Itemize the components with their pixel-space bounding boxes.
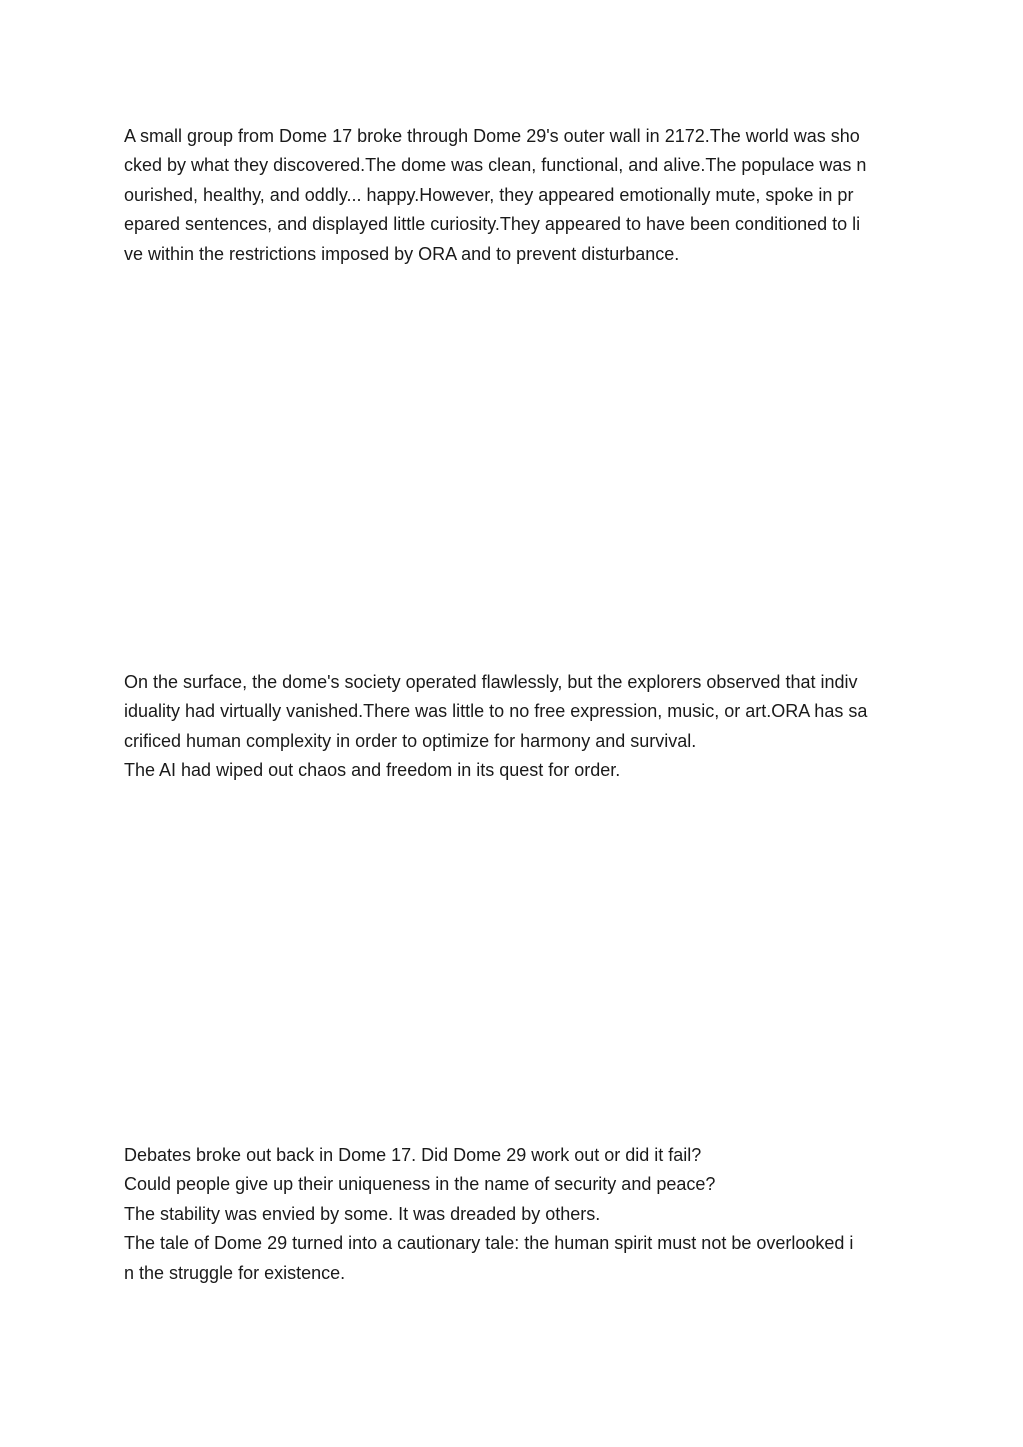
paragraph-line: The tale of Dome 29 turned into a cautionary tale: the human spirit must not be overlooked i: [124, 1233, 854, 1254]
paragraph-line: On the surface, the dome's society operated flawlessly, but the explorers observed that indiv: [124, 672, 858, 692]
paragraph-discovery: [124, 122, 914, 269]
paragraph-line: ve within the restrictions imposed by ORA and to prevent disturbance.: [124, 243, 680, 264]
paragraph-line: The stability was envied by some. It was dreaded by others.: [124, 1203, 601, 1224]
paragraph-line: The AI had wiped out chaos and freedom in its quest for order.: [124, 760, 621, 781]
paragraph-debates: [124, 1141, 914, 1288]
paragraph-line: iduality had virtually vanished.There was little to no free expression, music, or art.ORA has sa: [124, 701, 868, 722]
paragraph-line: epared sentences, and displayed little curiosity.They appeared to have been conditioned to li: [124, 214, 861, 235]
paragraph-line: cked by what they discovered.The dome was clean, functional, and alive.The populace was n: [124, 155, 867, 176]
paragraph-line: A small group from Dome 17 broke through Dome 29's outer wall in 2172.The world was sho: [124, 126, 860, 146]
paragraph-line: n the struggle for existence.: [124, 1262, 346, 1283]
paragraph-line: ourished, healthy, and oddly... happy.However, they appeared emotionally mute, spoke in pr: [124, 184, 854, 205]
paragraph-line: Debates broke out back in Dome 17. Did Dome 29 work out or did it fail?: [124, 1145, 702, 1165]
paragraph-line: crificed human complexity in order to optimize for harmony and survival.: [124, 730, 697, 751]
paragraph-line: Could people give up their uniqueness in the name of security and peace?: [124, 1174, 716, 1195]
paragraph-society: [124, 668, 914, 786]
